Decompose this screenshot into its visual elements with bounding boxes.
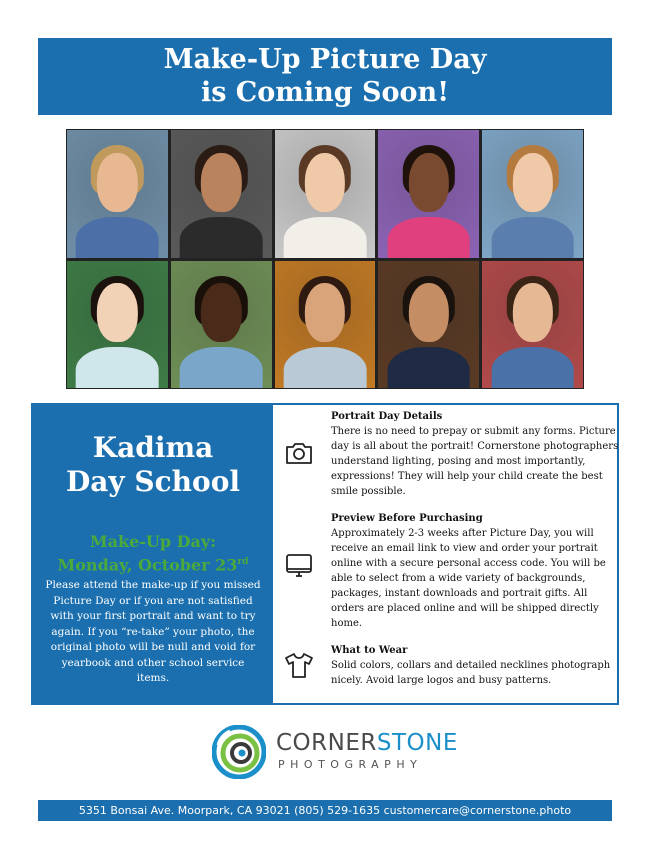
camera-icon — [283, 437, 315, 469]
portrait-face — [305, 153, 345, 212]
makeup-day-date-text: Monday, October 23 — [57, 555, 238, 575]
details-section-text: Solid colors, collars and detailed necklines photograph nicely. Avoid large logos and busy patterns. — [331, 660, 611, 686]
portrait-shirt — [284, 347, 367, 388]
details-section-title: Preview Before Purchasing — [331, 513, 483, 524]
portrait-girl-autumn — [275, 261, 376, 389]
makeup-day-date-suffix: rd — [237, 557, 249, 567]
header-title-line1: Make-Up Picture Day — [163, 44, 487, 75]
monitor-icon — [283, 549, 315, 581]
cornerstone-wordmark — [276, 730, 458, 756]
portrait-shirt — [76, 347, 159, 388]
portrait-face — [512, 153, 552, 212]
cornerstone-logo-mark-icon — [212, 725, 266, 779]
portrait-girl-braids-white — [275, 130, 376, 258]
wordmark-corner: CORNER — [276, 730, 377, 756]
wordmark-stone: STONE — [376, 730, 458, 756]
portrait-shirt — [387, 217, 470, 258]
portrait-boy-blue-plaid — [67, 130, 168, 258]
portrait-face — [512, 283, 552, 342]
portrait-girl-zebra — [171, 130, 272, 258]
school-name-line2: Day School — [65, 465, 241, 498]
cornerstone-logo — [212, 722, 458, 782]
details-section-title: Portrait Day Details — [331, 411, 443, 422]
school-name-line1: Kadima — [92, 431, 214, 464]
details-section-title: What to Wear — [331, 645, 408, 656]
portrait-girl-flag — [482, 261, 583, 389]
portrait-shirt — [284, 217, 367, 258]
portrait-face — [409, 283, 449, 342]
details-section-text: Approximately 2-3 weeks after Picture Day, you will receive an email link to view and order your portrait online with a secure personal access code. You will be able to select from a wide variety of backgrounds, packages, instant downloads and portrait gifts. All orders are placed online and will be shipped directly home. — [331, 528, 606, 629]
school-name — [33, 431, 273, 499]
portrait-shirt — [180, 347, 263, 388]
tshirt-icon — [283, 649, 315, 681]
footer-contact: 5351 Bonsai Ave. Moorpark, CA 93021 (805) 529-1635 customercare@cornerstone.photo — [78, 804, 572, 817]
portrait-shirt — [76, 217, 159, 258]
portrait-girl-pink — [378, 130, 479, 258]
details-section — [331, 410, 619, 499]
portrait-boy-navy — [378, 261, 479, 389]
info-panel — [31, 403, 619, 705]
header-banner — [38, 38, 612, 115]
makeup-day-heading — [33, 532, 273, 575]
footer-bar — [38, 800, 612, 821]
details-section — [331, 512, 619, 631]
details-section-text: There is no need to prepay or submit any forms. Picture day is all about the portrait! Cornerstone photographers understand lighting, posing and most importantly, expressions! They will help your child create the best smile possible. — [331, 426, 619, 497]
header-title-line2: is Coming Soon! — [200, 77, 450, 108]
portrait-face — [97, 283, 137, 342]
portrait-face — [201, 153, 241, 212]
photo-grid — [66, 129, 584, 389]
portrait-shirt — [387, 347, 470, 388]
makeup-note: Please attend the make-up if you missed Picture Day or if you are not satisfied with your first portrait and want to try again. If you “re-take” your photo, the original photo will be null and void for yearbook and other school service items. — [45, 579, 261, 684]
details-column — [331, 410, 619, 701]
wordmark-photography: PHOTOGRAPHY — [278, 758, 423, 771]
portrait-face — [305, 283, 345, 342]
portrait-girl-curly-plaid — [482, 130, 583, 258]
portrait-face — [97, 153, 137, 212]
school-box — [33, 405, 273, 703]
portrait-shirt — [491, 347, 574, 388]
portrait-face — [201, 283, 241, 342]
portrait-shirt — [491, 217, 574, 258]
portrait-shirt — [180, 217, 263, 258]
makeup-day-label: Make-Up Day: — [89, 532, 217, 551]
portrait-face — [409, 153, 449, 212]
makeup-day-date — [33, 552, 273, 575]
portrait-boy-plaid — [171, 261, 272, 389]
details-section — [331, 644, 619, 688]
portrait-girl-long-hair — [67, 261, 168, 389]
